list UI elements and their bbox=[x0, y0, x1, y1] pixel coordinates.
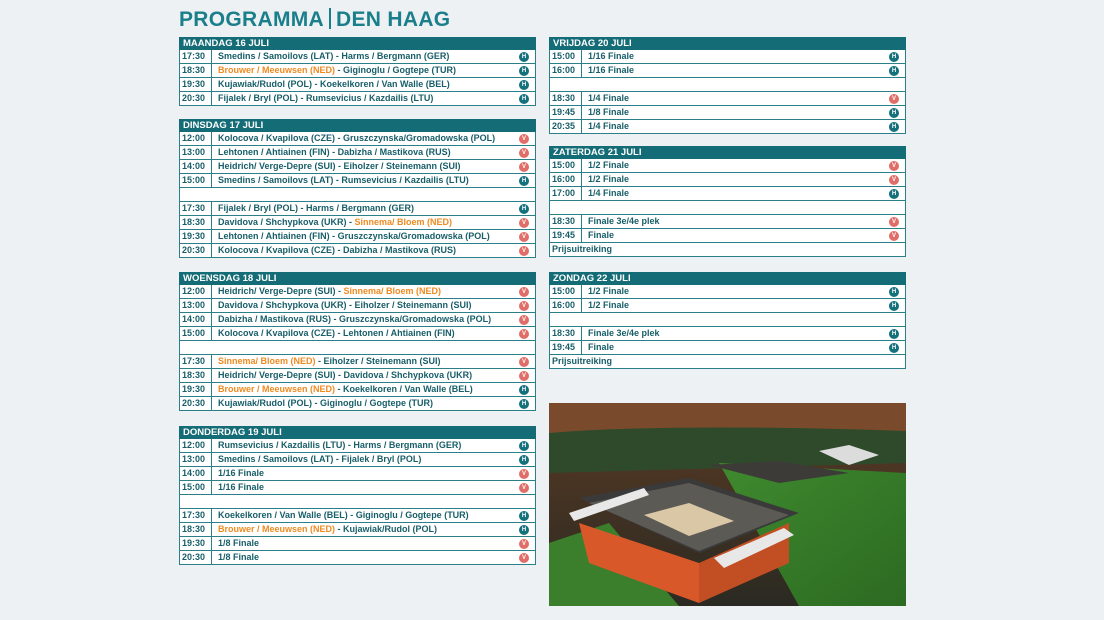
women-badge-icon: V bbox=[889, 217, 899, 227]
match-text: 1/8 Finale bbox=[218, 538, 260, 548]
women-badge-icon: V bbox=[519, 246, 529, 256]
schedule-row bbox=[179, 146, 536, 160]
match-time: 17:30 bbox=[180, 355, 212, 368]
match-time: 18:30 bbox=[550, 92, 582, 105]
match-teams bbox=[588, 50, 883, 63]
match-teams bbox=[588, 173, 883, 186]
schedule-row bbox=[179, 174, 536, 188]
match-time: 20:30 bbox=[180, 551, 212, 564]
match-text: 1/4 Finale bbox=[588, 93, 630, 103]
match-text: 1/4 Finale bbox=[588, 121, 630, 131]
match-text: 1/8 Finale bbox=[588, 107, 630, 117]
women-badge-icon: V bbox=[519, 469, 529, 479]
match-time: 16:00 bbox=[550, 64, 582, 77]
day-block-vr bbox=[549, 37, 906, 134]
schedule-row bbox=[179, 383, 536, 397]
match-teams bbox=[218, 160, 513, 173]
match-text: - Eiholzer / Steinemann (SUI) bbox=[315, 356, 441, 366]
schedule-row bbox=[179, 78, 536, 92]
women-badge-icon: V bbox=[889, 94, 899, 104]
schedule-gap-row bbox=[549, 78, 906, 92]
title-programma: PROGRAMMA bbox=[179, 8, 325, 31]
men-badge-icon: H bbox=[889, 343, 899, 353]
day-block-do bbox=[179, 426, 536, 565]
match-text: 1/16 Finale bbox=[588, 65, 635, 75]
match-text: Davidova / Shchypkova (UKR) - Eiholzer / Steinemann (SUI) bbox=[218, 300, 472, 310]
match-time: 18:30 bbox=[550, 327, 582, 340]
match-teams bbox=[588, 215, 883, 228]
match-time: 18:30 bbox=[180, 64, 212, 77]
match-text: 1/2 Finale bbox=[588, 300, 630, 310]
schedule-row bbox=[179, 132, 536, 146]
schedule-row bbox=[549, 64, 906, 78]
stadium-image bbox=[549, 403, 906, 606]
schedule-row bbox=[179, 453, 536, 467]
schedule-row bbox=[179, 509, 536, 523]
match-time: 12:00 bbox=[180, 439, 212, 452]
match-text: - Giginoglu / Gogtepe (TUR) bbox=[335, 65, 457, 75]
match-teams bbox=[588, 92, 883, 105]
match-time: 15:00 bbox=[180, 174, 212, 187]
match-time: 20:30 bbox=[180, 244, 212, 257]
schedule-row bbox=[549, 120, 906, 134]
schedule-gap-row bbox=[549, 313, 906, 327]
day-header: ZATERDAG 21 JULI bbox=[549, 146, 906, 159]
page-title bbox=[179, 8, 450, 32]
match-time: 14:00 bbox=[180, 160, 212, 173]
match-teams bbox=[218, 78, 513, 91]
match-teams bbox=[218, 92, 513, 105]
schedule-row bbox=[179, 523, 536, 537]
men-badge-icon: H bbox=[519, 441, 529, 451]
match-time: 19:30 bbox=[180, 78, 212, 91]
women-badge-icon: V bbox=[519, 232, 529, 242]
schedule-row bbox=[179, 327, 536, 341]
day-header: WOENSDAG 18 JULI bbox=[179, 272, 536, 285]
women-badge-icon: V bbox=[519, 539, 529, 549]
match-text: Finale 3e/4e plek bbox=[588, 328, 660, 338]
dutch-team-name: Brouwer / Meeuwsen (NED) bbox=[218, 384, 336, 394]
day-block-zo bbox=[549, 272, 906, 369]
day-header: DINSDAG 17 JULI bbox=[179, 119, 536, 132]
schedule-row bbox=[549, 215, 906, 229]
match-time: 13:00 bbox=[180, 146, 212, 159]
men-badge-icon: H bbox=[889, 287, 899, 297]
schedule-row bbox=[179, 202, 536, 216]
schedule-row bbox=[549, 159, 906, 173]
match-teams bbox=[218, 64, 513, 77]
match-text: Kolocova / Kvapilova (CZE) - Lehtonen / Ahtiainen (FIN) bbox=[218, 328, 455, 338]
match-text: Smedins / Samoilovs (LAT) - Rumsevicius / Kazdailis (LTU) bbox=[218, 175, 469, 185]
match-text: Heidrich/ Verge-Depre (SUI) - Davidova / Shchypkova (UKR) bbox=[218, 370, 473, 380]
schedule-row bbox=[549, 355, 906, 369]
match-teams bbox=[588, 159, 883, 172]
match-teams bbox=[218, 285, 513, 298]
match-teams bbox=[218, 369, 513, 382]
match-time: 17:30 bbox=[180, 202, 212, 215]
schedule-gap-row bbox=[549, 201, 906, 215]
women-badge-icon: V bbox=[519, 329, 529, 339]
match-teams bbox=[218, 467, 513, 480]
day-block-za bbox=[549, 146, 906, 257]
match-text: Kujawiak/Rudol (POL) - Giginoglu / Gogtepe (TUR) bbox=[218, 398, 433, 408]
match-teams bbox=[588, 106, 883, 119]
schedule-row bbox=[179, 230, 536, 244]
women-badge-icon: V bbox=[889, 161, 899, 171]
match-text: 1/4 Finale bbox=[588, 188, 630, 198]
schedule-row bbox=[179, 64, 536, 78]
women-badge-icon: V bbox=[519, 315, 529, 325]
men-badge-icon: H bbox=[889, 189, 899, 199]
match-teams bbox=[218, 537, 513, 550]
match-teams bbox=[218, 523, 513, 536]
men-badge-icon: H bbox=[889, 66, 899, 76]
schedule-row bbox=[179, 285, 536, 299]
match-teams bbox=[218, 230, 513, 243]
men-badge-icon: H bbox=[519, 399, 529, 409]
men-badge-icon: H bbox=[519, 525, 529, 535]
women-badge-icon: V bbox=[519, 287, 529, 297]
match-time: 14:00 bbox=[180, 467, 212, 480]
schedule-row bbox=[179, 160, 536, 174]
match-teams bbox=[218, 327, 513, 340]
match-text: Heidrich/ Verge-Depre (SUI) - Eiholzer / Steinemann (SUI) bbox=[218, 161, 461, 171]
title-city: DEN HAAG bbox=[336, 8, 451, 31]
day-block-ma bbox=[179, 37, 536, 106]
match-text: Heidrich/ Verge-Depre (SUI) - bbox=[218, 286, 344, 296]
schedule-row bbox=[179, 244, 536, 258]
women-badge-icon: V bbox=[519, 357, 529, 367]
schedule-row bbox=[179, 92, 536, 106]
match-text: - Kujawiak/Rudol (POL) bbox=[335, 524, 438, 534]
match-time: 15:00 bbox=[180, 327, 212, 340]
schedule-row bbox=[179, 313, 536, 327]
schedule-row bbox=[179, 481, 536, 495]
match-teams bbox=[588, 299, 883, 312]
women-badge-icon: V bbox=[519, 371, 529, 381]
match-time: 19:30 bbox=[180, 230, 212, 243]
schedule-row bbox=[179, 50, 536, 64]
women-badge-icon: V bbox=[519, 218, 529, 228]
dutch-team-name: Brouwer / Meeuwsen (NED) bbox=[218, 524, 336, 534]
men-badge-icon: H bbox=[519, 94, 529, 104]
match-text: Kolocova / Kvapilova (CZE) - Dabizha / Mastikova (RUS) bbox=[218, 245, 457, 255]
match-text: Kujawiak/Rudol (POL) - Koekelkoren / Van Walle (BEL) bbox=[218, 79, 450, 89]
match-time: 16:00 bbox=[550, 299, 582, 312]
schedule-row bbox=[179, 299, 536, 313]
match-teams bbox=[218, 202, 513, 215]
match-time: 18:30 bbox=[180, 523, 212, 536]
match-teams bbox=[588, 64, 883, 77]
women-badge-icon: V bbox=[519, 148, 529, 158]
match-text: Finale bbox=[588, 230, 615, 240]
men-badge-icon: H bbox=[889, 329, 899, 339]
schedule-row bbox=[549, 106, 906, 120]
match-teams bbox=[218, 216, 513, 229]
match-teams bbox=[218, 313, 513, 326]
schedule-row bbox=[179, 537, 536, 551]
match-teams bbox=[588, 341, 883, 354]
men-badge-icon: H bbox=[889, 301, 899, 311]
match-time: 18:30 bbox=[550, 215, 582, 228]
match-teams bbox=[218, 50, 513, 63]
women-badge-icon: V bbox=[889, 175, 899, 185]
match-time: 19:45 bbox=[550, 106, 582, 119]
dutch-team-name: Sinnema/ Bloem (NED) bbox=[354, 217, 453, 227]
schedule-row bbox=[179, 355, 536, 369]
match-text: Lehtonen / Ahtiainen (FIN) - Gruszczynska/Gromadowska (POL) bbox=[218, 231, 490, 241]
match-text: Finale 3e/4e plek bbox=[588, 216, 660, 226]
match-teams bbox=[588, 327, 883, 340]
match-time: 18:30 bbox=[180, 369, 212, 382]
ceremony-label: Prijsuitreiking bbox=[552, 244, 613, 254]
men-badge-icon: H bbox=[519, 176, 529, 186]
ceremony-label: Prijsuitreiking bbox=[552, 356, 613, 366]
match-text: 1/2 Finale bbox=[588, 286, 630, 296]
match-teams bbox=[218, 453, 513, 466]
match-text: 1/16 Finale bbox=[218, 482, 265, 492]
men-badge-icon: H bbox=[519, 455, 529, 465]
women-badge-icon: V bbox=[519, 483, 529, 493]
dutch-team-name: Brouwer / Meeuwsen (NED) bbox=[218, 65, 336, 75]
women-badge-icon: V bbox=[519, 134, 529, 144]
schedule-row bbox=[179, 439, 536, 453]
match-time: 12:00 bbox=[180, 132, 212, 145]
stadium-illustration bbox=[549, 403, 906, 606]
schedule-row bbox=[549, 173, 906, 187]
match-text: Fijalek / Bryl (POL) - Harms / Bergmann (GER) bbox=[218, 203, 415, 213]
men-badge-icon: H bbox=[889, 108, 899, 118]
dutch-team-name: Sinnema/ Bloem (NED) bbox=[343, 286, 442, 296]
day-header: MAANDAG 16 JULI bbox=[179, 37, 536, 50]
schedule-row bbox=[549, 229, 906, 243]
schedule-gap-row bbox=[179, 341, 536, 355]
match-text: Lehtonen / Ahtiainen (FIN) - Dabizha / Mastikova (RUS) bbox=[218, 147, 451, 157]
match-time: 15:00 bbox=[550, 50, 582, 63]
match-text: Rumsevicius / Kazdailis (LTU) - Harms / Bergmann (GER) bbox=[218, 440, 462, 450]
match-time: 18:30 bbox=[180, 216, 212, 229]
schedule-row bbox=[179, 551, 536, 565]
match-teams bbox=[218, 509, 513, 522]
match-time: 13:00 bbox=[180, 299, 212, 312]
schedule-row bbox=[179, 369, 536, 383]
men-badge-icon: H bbox=[519, 80, 529, 90]
title-divider bbox=[329, 8, 331, 29]
match-text: 1/2 Finale bbox=[588, 160, 630, 170]
match-time: 19:45 bbox=[550, 341, 582, 354]
women-badge-icon: V bbox=[519, 553, 529, 563]
schedule-row bbox=[549, 341, 906, 355]
dutch-team-name: Sinnema/ Bloem (NED) bbox=[218, 356, 316, 366]
match-teams bbox=[218, 439, 513, 452]
match-teams bbox=[588, 187, 883, 200]
match-time: 17:00 bbox=[550, 187, 582, 200]
day-header: DONDERDAG 19 JULI bbox=[179, 426, 536, 439]
match-time: 15:00 bbox=[550, 285, 582, 298]
match-time: 20:30 bbox=[180, 92, 212, 105]
match-time: 14:00 bbox=[180, 313, 212, 326]
schedule-row bbox=[179, 467, 536, 481]
match-text: Fijalek / Bryl (POL) - Rumsevicius / Kazdailis (LTU) bbox=[218, 93, 434, 103]
women-badge-icon: V bbox=[519, 301, 529, 311]
women-badge-icon: V bbox=[889, 231, 899, 241]
match-teams bbox=[218, 397, 513, 410]
men-badge-icon: H bbox=[889, 122, 899, 132]
match-teams bbox=[218, 132, 513, 145]
match-time: 15:00 bbox=[180, 481, 212, 494]
match-text: - Koekelkoren / Van Walle (BEL) bbox=[335, 384, 473, 394]
schedule-row bbox=[549, 285, 906, 299]
match-time: 17:30 bbox=[180, 509, 212, 522]
match-text: Finale bbox=[588, 342, 615, 352]
men-badge-icon: H bbox=[519, 66, 529, 76]
schedule-gap-row bbox=[179, 495, 536, 509]
match-time: 20:30 bbox=[180, 397, 212, 410]
match-time: 19:45 bbox=[550, 229, 582, 242]
men-badge-icon: H bbox=[519, 511, 529, 521]
schedule-row bbox=[549, 187, 906, 201]
match-teams bbox=[588, 229, 883, 242]
match-text: Smedins / Samoilovs (LAT) - Harms / Bergmann (GER) bbox=[218, 51, 450, 61]
match-time: 12:00 bbox=[180, 285, 212, 298]
match-teams bbox=[218, 299, 513, 312]
match-time: 19:30 bbox=[180, 537, 212, 550]
match-teams bbox=[218, 244, 513, 257]
match-text: 1/16 Finale bbox=[218, 468, 265, 478]
match-teams bbox=[218, 355, 513, 368]
day-header: VRIJDAG 20 JULI bbox=[549, 37, 906, 50]
match-teams bbox=[588, 120, 883, 133]
men-badge-icon: H bbox=[519, 385, 529, 395]
match-teams bbox=[218, 146, 513, 159]
schedule-row bbox=[549, 243, 906, 257]
day-block-wo bbox=[179, 272, 536, 411]
day-block-di bbox=[179, 119, 536, 258]
match-teams bbox=[588, 285, 883, 298]
match-text: 1/8 Finale bbox=[218, 552, 260, 562]
match-text: 1/16 Finale bbox=[588, 51, 635, 61]
men-badge-icon: H bbox=[519, 52, 529, 62]
match-text: Davidova / Shchypkova (UKR) - bbox=[218, 217, 355, 227]
match-text: Dabizha / Mastikova (RUS) - Gruszczynska/Gromadowska (POL) bbox=[218, 314, 492, 324]
match-time: 19:30 bbox=[180, 383, 212, 396]
match-teams bbox=[218, 174, 513, 187]
schedule-gap-row bbox=[179, 188, 536, 202]
men-badge-icon: H bbox=[889, 52, 899, 62]
match-text: Kolocova / Kvapilova (CZE) - Gruszczynska/Gromadowska (POL) bbox=[218, 133, 496, 143]
match-text: Koekelkoren / Van Walle (BEL) - Giginoglu / Gogtepe (TUR) bbox=[218, 510, 469, 520]
schedule-row bbox=[179, 216, 536, 230]
match-time: 13:00 bbox=[180, 453, 212, 466]
match-time: 17:30 bbox=[180, 50, 212, 63]
match-time: 16:00 bbox=[550, 173, 582, 186]
schedule-row bbox=[549, 327, 906, 341]
match-time: 15:00 bbox=[550, 159, 582, 172]
match-teams bbox=[218, 481, 513, 494]
schedule-row bbox=[179, 397, 536, 411]
day-header: ZONDAG 22 JULI bbox=[549, 272, 906, 285]
match-time: 20:35 bbox=[550, 120, 582, 133]
schedule-row bbox=[549, 50, 906, 64]
match-text: 1/2 Finale bbox=[588, 174, 630, 184]
match-teams bbox=[218, 551, 513, 564]
women-badge-icon: V bbox=[519, 162, 529, 172]
schedule-row bbox=[549, 299, 906, 313]
schedule-row bbox=[549, 92, 906, 106]
match-text: Smedins / Samoilovs (LAT) - Fijalek / Bryl (POL) bbox=[218, 454, 422, 464]
match-teams bbox=[218, 383, 513, 396]
men-badge-icon: H bbox=[519, 204, 529, 214]
